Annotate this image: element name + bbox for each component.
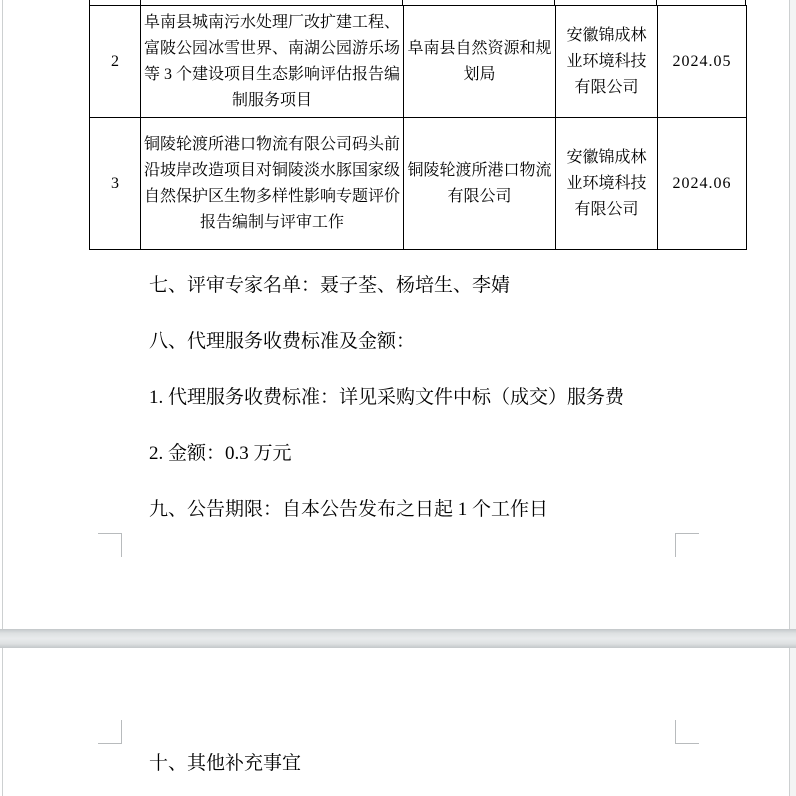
margin-corner-mark xyxy=(675,720,699,744)
margin-corner-mark xyxy=(675,533,699,557)
cell-date: 2024.06 xyxy=(658,118,747,250)
section-fee-amount-line: 2. 金额：0.3 万元 xyxy=(149,443,292,464)
section-experts-line: 七、评审专家名单：聂子荃、杨培生、李婧 xyxy=(149,275,511,296)
cell-purchaser: 铜陵轮渡所港口物流有限公司 xyxy=(404,118,556,250)
page-break-gap xyxy=(0,629,796,648)
margin-corner-mark xyxy=(98,533,122,557)
cell-project: 铜陵轮渡所港口物流有限公司码头前沿坡岸改造项目对铜陵淡水豚国家级自然保护区生物多样性影响专题评价报告编制与评审工作 xyxy=(141,118,404,250)
table-row xyxy=(90,118,747,250)
section-fee-heading-line: 八、代理服务收费标准及金额： xyxy=(149,331,416,352)
section-other-matters-line: 十、其他补充事宜 xyxy=(149,753,302,774)
procurement-results-table xyxy=(89,5,747,250)
cell-date: 2024.05 xyxy=(658,6,747,118)
table-row xyxy=(90,6,747,118)
page-left-edge xyxy=(2,0,3,796)
cell-seq: 2 xyxy=(90,6,141,118)
viewer-background-strip xyxy=(790,0,796,796)
cell-project: 阜南县城南污水处理厂改扩建工程、富陂公园冰雪世界、南湖公园游乐场等 3 个建设项目生态影响评估报告编制服务项目 xyxy=(141,6,404,118)
cell-agency: 安徽锦成林业环境科技有限公司 xyxy=(556,118,658,250)
section-fee-standard-line: 1. 代理服务收费标准：详见采购文件中标（成交）服务费 xyxy=(149,387,625,408)
cell-agency: 安徽锦成林业环境科技有限公司 xyxy=(556,6,658,118)
cell-purchaser: 阜南县自然资源和规划局 xyxy=(404,6,556,118)
cell-seq: 3 xyxy=(90,118,141,250)
section-notice-period-line: 九、公告期限：自本公告发布之日起 1 个工作日 xyxy=(149,499,549,520)
margin-corner-mark xyxy=(98,720,122,744)
